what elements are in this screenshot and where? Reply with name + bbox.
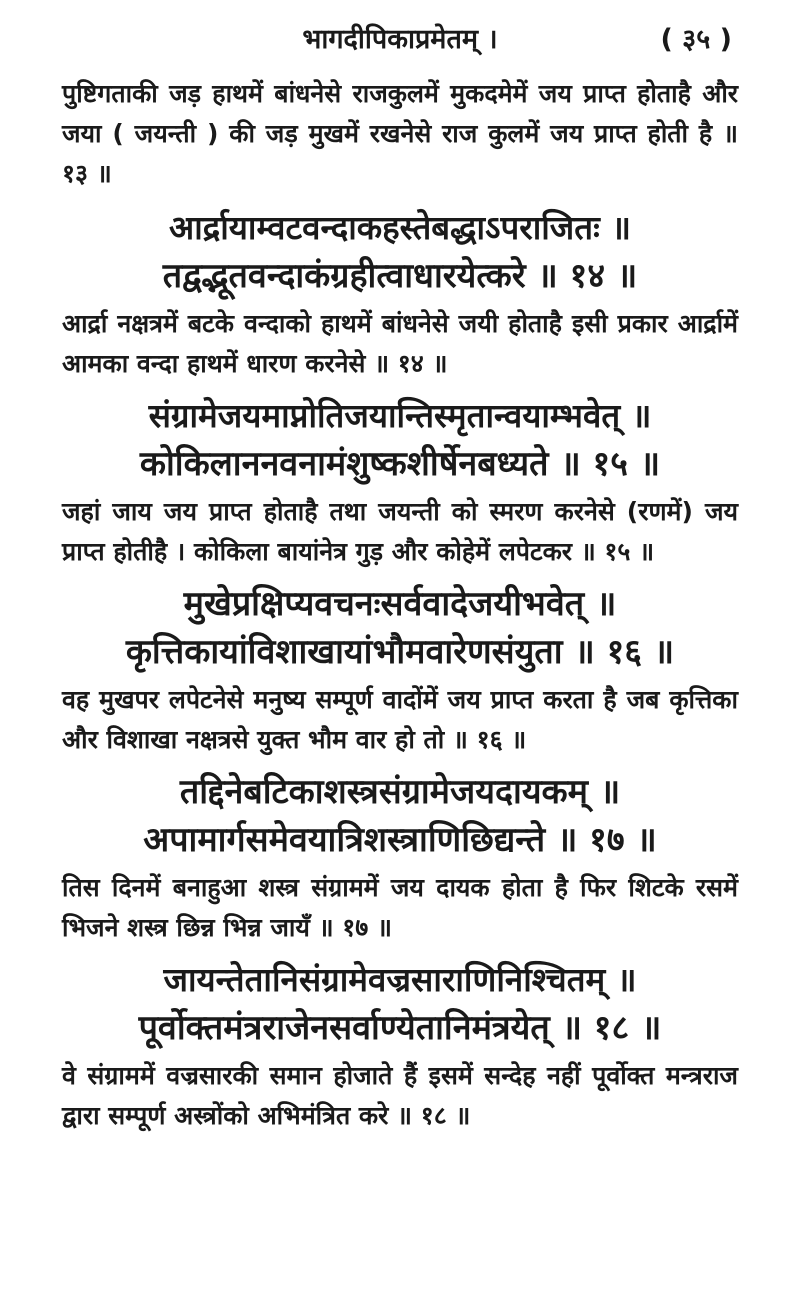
running-title: भागदीपिकाप्रमेतम् ।	[302, 24, 498, 55]
verse-block-16	[62, 580, 738, 760]
page-number: ( ३५ )	[660, 24, 732, 55]
intro-paragraph: पुष्टिगताकी जड़ हाथमें बांधनेसे राजकुलमें मुकदमेमें जय प्राप्त होताहै और जया ( जयन्ती ) की जड़ मुखमें रखनेसे राज कुलमें जय प्राप्त होती है ॥ १३ ॥	[62, 79, 738, 188]
verse-line: संग्रामेजयमाप्नोतिजयान्तिस्मृतान्वयाम्भवेत् ॥	[148, 396, 652, 435]
verse-line: पूर्वोक्तमंत्रराजेनसर्वाण्येतानिमंत्रयेत् ॥ १८ ॥	[138, 1008, 662, 1048]
translation-paragraph: वे संग्राममें वज्रसारकी समान होजाते हैं इसमें सन्देह नहीं पूर्वोक्त मन्त्रराज द्वारा सम्पूर्ण अस्त्रोंको अभिमंत्रित करे ॥ १८ ॥	[62, 1061, 738, 1130]
verse-line: जायन्तेतानिसंग्रामेवज्रसाराणिनिश्चितम् ॥	[163, 960, 637, 999]
verse-block-18	[62, 956, 738, 1136]
translation-paragraph: तिस दिनमें बनाहुआ शस्त्र संग्राममें जय दायक होता है फिर शिटके रसमें भिजने शस्त्र छिन्न भिन्न जायँ ॥ १७ ॥	[62, 873, 738, 942]
verse-line: तद्वद्भूतवन्दाकंग्रहीत्वाधारयेत्करे ॥ १४ ॥	[162, 256, 638, 296]
verse-line: आर्द्रायाम्वटवन्दाकहस्तेबद्धाऽपराजितः ॥	[168, 208, 632, 247]
verse-line: तद्दिनेबटिकाशस्त्रसंग्रामेजयदायकम् ॥	[179, 772, 621, 812]
verse-line: अपामार्गसमेवयात्रिशस्त्राणिछिद्यन्ते ॥ १७ ॥	[143, 820, 657, 860]
verse-block-15	[62, 392, 738, 572]
verse-line: कोकिलाननवनामंशुष्कशीर्षेनबध्यते ॥ १५ ॥	[139, 444, 661, 484]
page-header	[62, 18, 738, 62]
verse-line: मुखेप्रक्षिप्यवचनःसर्ववादेजयीभवेत् ॥	[183, 584, 617, 624]
verse-block-14	[62, 204, 738, 384]
translation-paragraph: वह मुखपर लपेटनेसे मनुष्य सम्पूर्ण वादोंमें जय प्राप्त करता है जब कृत्तिका और विशाखा नक्षत्रसे युक्त भौम वार हो तो ॥ १६ ॥	[62, 685, 738, 754]
verse-block-17	[62, 768, 738, 948]
verse-line: कृत्तिकायांविशाखायांभौमवारेणसंयुता ॥ १६ ॥	[125, 632, 675, 672]
translation-paragraph: आर्द्रा नक्षत्रमें बटके वन्दाको हाथमें बांधनेसे जयी होताहै इसी प्रकार आर्द्रामें आमका वन्दा हाथमें धारण करनेसे ॥ १४ ॥	[62, 309, 738, 378]
translation-paragraph: जहां जाय जय प्राप्त होताहै तथा जयन्ती को स्मरण करनेसे (रणमें) जय प्राप्त होतीहै । कोकिला बायांनेत्र गुड़ और कोहेमें लपेटकर ॥ १५ ॥	[62, 497, 738, 566]
